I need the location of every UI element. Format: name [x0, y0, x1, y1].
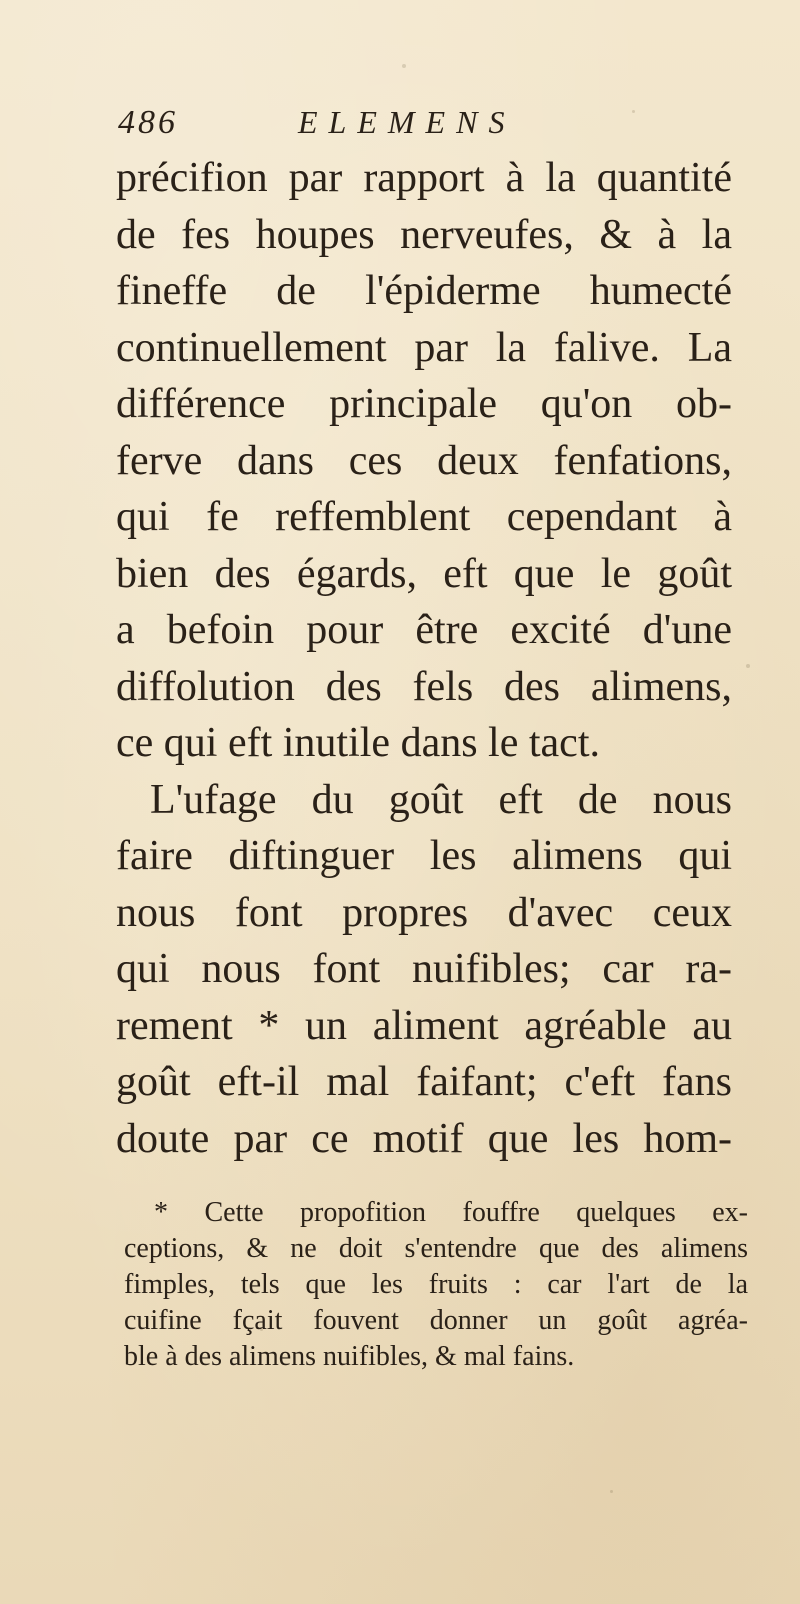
text-line: qui nous font nuifibles; car ra- [116, 946, 732, 992]
text-line: diffolution des fels des alimens, [116, 663, 732, 710]
text-line: ce qui eft inutile dans le tact. [116, 720, 600, 766]
running-title: ELEMENS [298, 104, 516, 140]
paper-speck [746, 664, 750, 668]
footnote-line: ceptions, & ne doit s'entendre que des alimens [124, 1233, 748, 1264]
text-line: bien des égards, eft que le goût [116, 550, 732, 597]
text-line: de fes houpes nerveufes, & à la [116, 211, 732, 258]
text-line: rement * un aliment agréable au [116, 1002, 732, 1049]
page-number: 486 [118, 104, 178, 141]
text-line: doute par ce motif que les hom- [116, 1115, 732, 1162]
footnote-line: * Cette propofition fouffre quelques ex- [154, 1197, 748, 1228]
footnote-line: cuifine fçait fouvent donner un goût agréa- [124, 1305, 748, 1336]
text-line: continuellement par la falive. La [116, 324, 732, 371]
main-text [116, 150, 732, 1167]
paper-speck [402, 64, 406, 68]
footnote-line: fimples, tels que les fruits : car l'art de la [124, 1269, 748, 1300]
text-line: nous font propres d'avec ceux [116, 889, 732, 936]
text-line: fineffe de l'épiderme humecté [116, 268, 732, 314]
text-line: différence principale qu'on ob- [116, 381, 732, 427]
text-line: goût eft-il mal faifant; c'eft fans [116, 1059, 732, 1105]
text-line: faire diftinguer les alimens qui [116, 833, 732, 879]
text-line: L'ufage du goût eft de nous [150, 776, 732, 823]
footnote [124, 1195, 748, 1375]
text-line: ferve dans ces deux fenfations, [116, 437, 732, 484]
text-line: qui fe reffemblent cependant à [116, 494, 732, 540]
text-line: précifion par rapport à la quantité [116, 155, 732, 201]
paper-speck [610, 1490, 613, 1493]
footnote-line: ble à des alimens nuifibles, & mal fains. [124, 1341, 575, 1372]
text-line: a befoin pour être excité d'une [116, 607, 732, 653]
running-head [118, 104, 718, 152]
